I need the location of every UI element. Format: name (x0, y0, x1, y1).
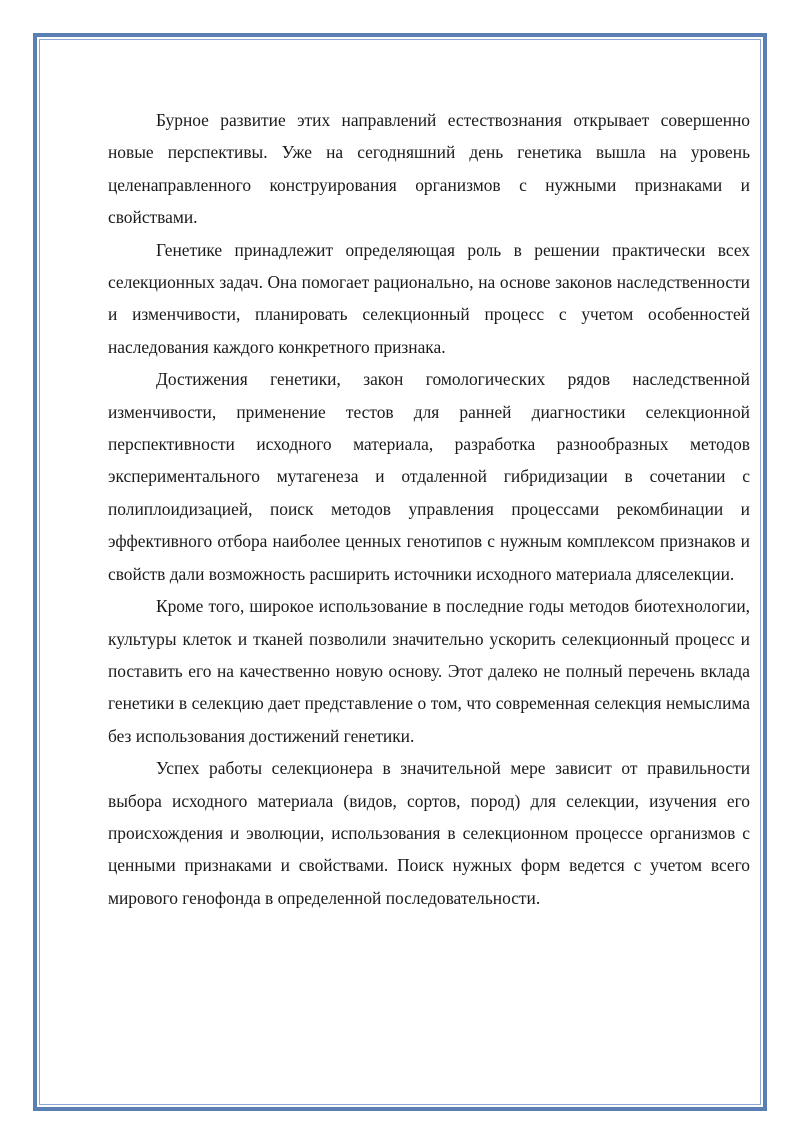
paragraph-4: Кроме того, широкое использование в последние годы методов биотехнологии, культуры клеток и тканей позволили значительно ускорить селекционный процесс и поставить его на качественно новую основу. Этот далеко не полный перечень вклада генетики в селекцию дает представление о том, что современная селекция немыслима без использования достижений генетики. (108, 596, 750, 746)
paragraph-2: Генетике принадлежит определяющая роль в решении практически всех селекционных задач. Она помогает рационально, на основе законов наследственности и изменчивости, планировать селекционный процесс с учетом особенностей наследования каждого конкретного признака. (108, 239, 750, 357)
paragraph-1: Бурное развитие этих направлений естествознания открывает совершенно новые перспективы. Уже на сегодняшний день генетика вышла на уровень целенаправленного конструирования организмов с нужными признаками и свойствами. (108, 110, 750, 228)
document-body (108, 104, 750, 914)
paragraph-5: Успех работы селекционера в значительной мере зависит от правильности выбора исходного материала (видов, сортов, пород) для селекции, изучения его происхождения и эволюции, использования в селекционном процессе организмов с ценными признаками и свойствами. Поиск нужных форм ведется с учетом всего мирового генофонда в определенной последовательности. (108, 758, 750, 908)
paragraph-3: Достижения генетики, закон гомологических рядов наследственной изменчивости, применение тестов для ранней диагностики селекционной перспективности исходного материала, разработка разнообразных методов экспериментального мутагенеза и отдаленной гибридизации в сочетании с полиплоидизацией, поиск методов управления процессами рекомбинации и эффективного отбора наиболее ценных генотипов с нужным комплексом признаков и свойств дали возможность расширить источники исходного материала дляселекции. (108, 369, 750, 584)
